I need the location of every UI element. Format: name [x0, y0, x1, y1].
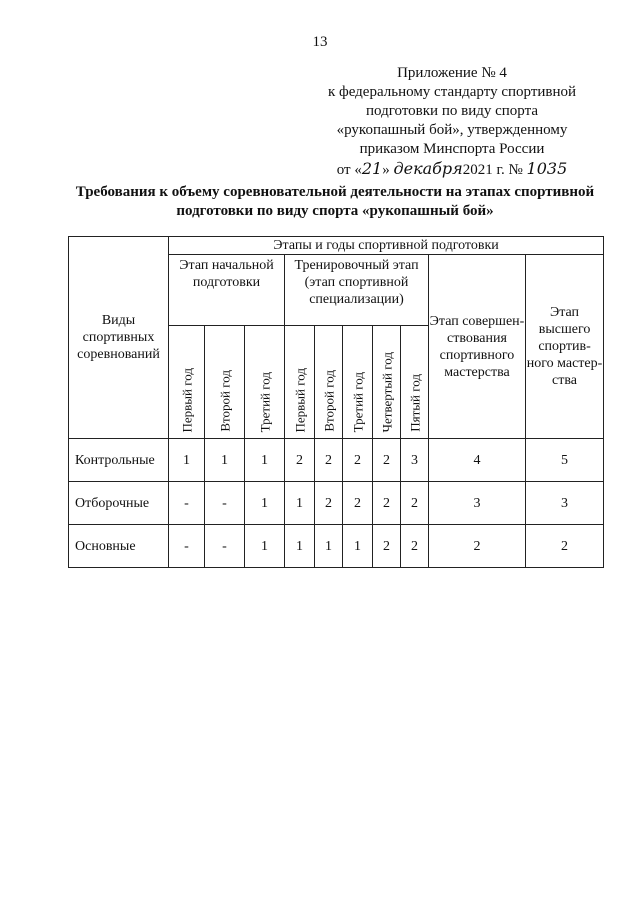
date-sep: » [382, 162, 390, 178]
table-cell: 1 [285, 482, 315, 525]
header-year-label: Первый год [179, 367, 194, 432]
requirements-table [68, 236, 604, 568]
table-row [69, 525, 604, 568]
header-year [343, 326, 373, 439]
row-label: Контрольные [69, 439, 169, 482]
page-number: 13 [312, 34, 328, 50]
header-year-label: Второй год [321, 370, 336, 432]
table-cell: 1 [285, 525, 315, 568]
appendix-line: «рукопашный бой», утвержденному [336, 122, 568, 138]
table-cell: 2 [285, 439, 315, 482]
document-title [60, 183, 610, 221]
header-year-label: Первый год [292, 367, 307, 432]
table-row [69, 439, 604, 482]
header-year [401, 326, 429, 439]
header-competition-types: Виды спортивных соревнований [69, 237, 169, 439]
table-cell: 2 [373, 482, 401, 525]
date-year: 2021 г. № [462, 162, 523, 178]
header-year [315, 326, 343, 439]
table-cell: 2 [315, 482, 343, 525]
table-cell: 2 [401, 525, 429, 568]
table-cell: 3 [429, 482, 526, 525]
header-stage-training: Тренировочный этап (этап спортивной специализации) [285, 255, 429, 326]
table-cell: 5 [526, 439, 604, 482]
table-cell: 1 [245, 525, 285, 568]
appendix-date [302, 159, 602, 180]
handwritten-month: декабря [393, 159, 463, 178]
header-year-label: Пятый год [407, 374, 422, 432]
date-prefix: от « [336, 162, 362, 178]
table-cell: - [205, 482, 245, 525]
header-stage-highest: Этап высшего спортив-ного мастер-ства [526, 255, 604, 439]
table-cell: 1 [169, 439, 205, 482]
header-year [285, 326, 315, 439]
header-year [205, 326, 245, 439]
header-stage-improvement: Этап совершен-ствования спортивного мастерства [429, 255, 526, 439]
table-cell: 3 [526, 482, 604, 525]
table-cell: 3 [401, 439, 429, 482]
table-cell: - [205, 525, 245, 568]
table-cell: 1 [245, 482, 285, 525]
table-row [69, 482, 604, 525]
header-year-label: Второй год [217, 370, 232, 432]
table-cell: 2 [343, 439, 373, 482]
header-year [169, 326, 205, 439]
table-cell: 2 [429, 525, 526, 568]
header-year [373, 326, 401, 439]
table-cell: 2 [373, 439, 401, 482]
table-cell: 1 [245, 439, 285, 482]
header-year-label: Четвертый год [379, 351, 394, 432]
table-cell: 2 [343, 482, 373, 525]
header-stages: Этапы и годы спортивной подготовки [169, 237, 604, 255]
table-cell: 4 [429, 439, 526, 482]
title-line: Требования к объему соревновательной деятельности на этапах спортивной [75, 184, 595, 200]
table-cell: 1 [205, 439, 245, 482]
appendix-line: к федеральному стандарту спортивной [327, 84, 577, 100]
header-stage-initial: Этап начальной подготовки [169, 255, 285, 326]
table-cell: 1 [315, 525, 343, 568]
table-cell: 2 [373, 525, 401, 568]
appendix-title: Приложение № 4 [397, 65, 507, 81]
table-cell: 2 [401, 482, 429, 525]
appendix-line: приказом Минспорта России [359, 141, 545, 157]
title-line: подготовки по виду спорта «рукопашный бой» [176, 203, 494, 219]
appendix-line: подготовки по виду спорта [366, 103, 538, 119]
row-label: Основные [69, 525, 169, 568]
row-label: Отборочные [69, 482, 169, 525]
header-year-label: Третий год [257, 371, 272, 432]
table-cell: - [169, 525, 205, 568]
handwritten-number: 1035 [526, 159, 568, 178]
table-cell: 1 [343, 525, 373, 568]
table-cell: - [169, 482, 205, 525]
header-year [245, 326, 285, 439]
table-cell: 2 [526, 525, 604, 568]
appendix-header [302, 64, 602, 180]
table-cell: 2 [315, 439, 343, 482]
header-year-label: Третий год [350, 371, 365, 432]
handwritten-day: 21 [361, 159, 383, 178]
